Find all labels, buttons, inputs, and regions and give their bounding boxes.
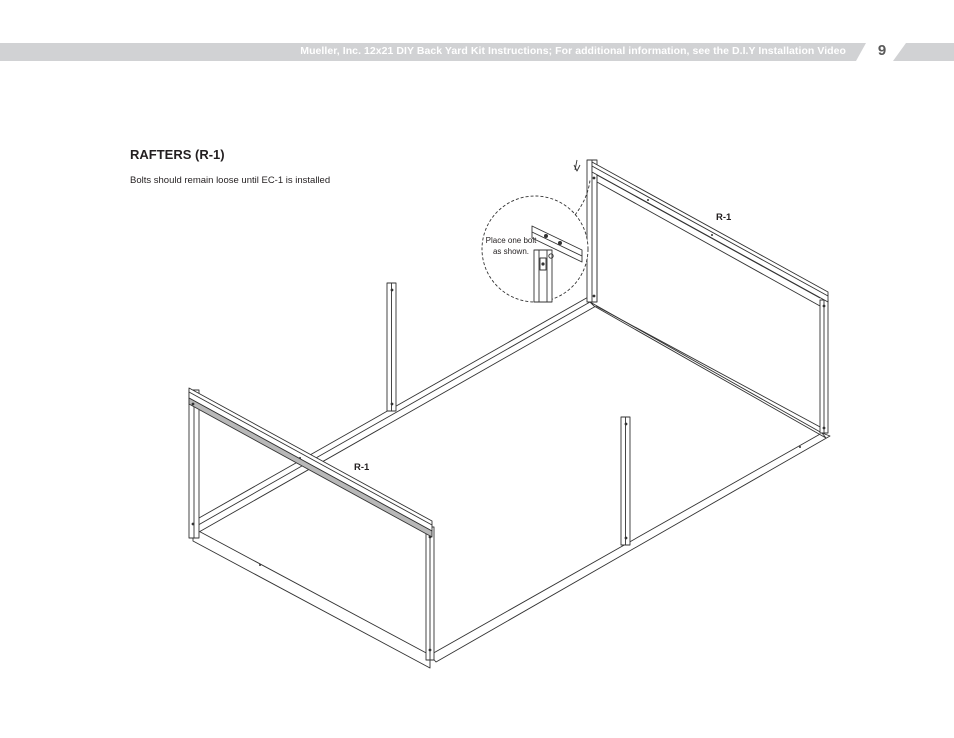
instruction-text: Bolts should remain loose until EC-1 is installed (130, 175, 331, 186)
back-wall-posts (587, 160, 828, 433)
label-rafter-back: R-1 (716, 212, 732, 223)
callout-arrow (574, 160, 580, 171)
label-rafter-front: R-1 (354, 462, 370, 473)
base-rail-front-left (193, 528, 430, 668)
page-number: 9 (877, 42, 887, 59)
base-rail-inner-line-2 (596, 306, 822, 428)
mid-posts (387, 283, 630, 545)
front-wall-posts (189, 390, 434, 660)
detail-callout (482, 160, 590, 302)
rafter-back (592, 162, 828, 306)
rafter-back-body (592, 162, 828, 302)
callout-text: Place one bolt as shown. (485, 236, 537, 256)
header-title: Mueller, Inc. 12x21 DIY Back Yard Kit Instructions; For additional information, see the D.I.Y Installation Video (300, 45, 846, 57)
section-title: RAFTERS (R-1) (130, 147, 225, 162)
base-frame (193, 296, 830, 668)
